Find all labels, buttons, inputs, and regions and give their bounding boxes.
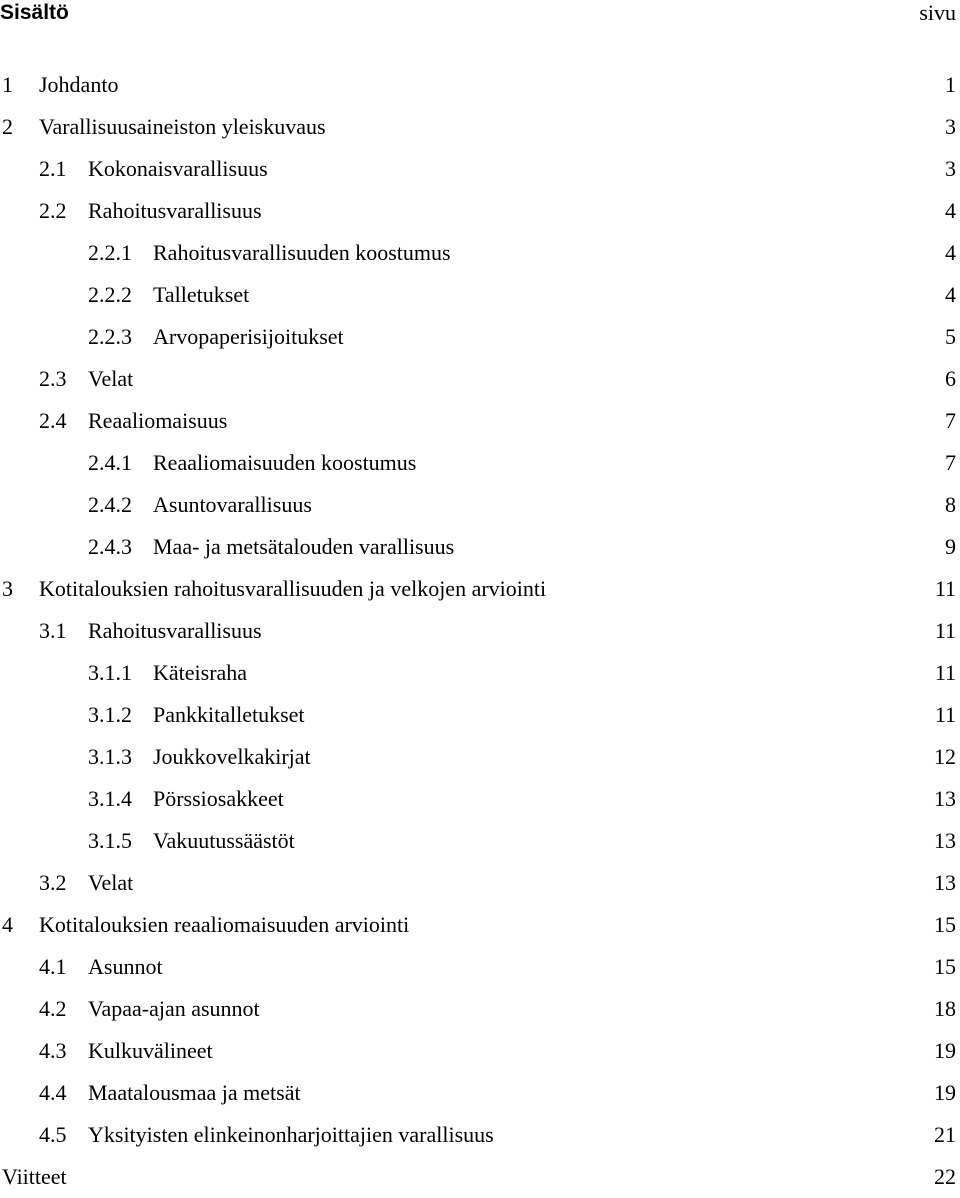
toc-entry-number: 2.1	[39, 156, 67, 181]
toc-entry-number: 3.1.1	[88, 660, 132, 685]
toc-entry[interactable]	[0, 1072, 956, 1114]
toc-entry-title: Rahoitusvarallisuuden koostumus	[153, 240, 451, 265]
toc-entry[interactable]	[0, 232, 956, 274]
toc-header	[0, 0, 956, 26]
toc-entry-title: Maatalousmaa ja metsät	[88, 1080, 301, 1105]
toc-entry-page-number: 4	[945, 282, 956, 307]
table-of-contents	[0, 64, 956, 1198]
toc-entry-number: 2.2.1	[88, 240, 132, 265]
toc-entry-page-number: 11	[934, 660, 956, 685]
toc-entry[interactable]	[0, 778, 956, 820]
toc-entry[interactable]	[0, 610, 956, 652]
toc-entry-number: 2.4.2	[88, 492, 132, 517]
toc-entry-number: 1	[2, 72, 13, 97]
toc-entry-page-number: 4	[945, 198, 956, 223]
toc-entry[interactable]	[0, 568, 956, 610]
toc-entry[interactable]	[0, 274, 956, 316]
toc-entry-title: Pörssiosakkeet	[153, 786, 284, 811]
toc-entry[interactable]	[0, 148, 956, 190]
toc-entry-number: 3.1.3	[88, 744, 132, 769]
toc-entry-number: 2.3	[39, 366, 67, 391]
toc-entry-title: Talletukset	[153, 282, 250, 307]
toc-entry-page-number: 12	[934, 744, 956, 769]
toc-entry[interactable]	[0, 988, 956, 1030]
toc-entry[interactable]	[0, 652, 956, 694]
toc-entry-number: 2.2.3	[88, 324, 132, 349]
toc-entry[interactable]	[0, 484, 956, 526]
toc-entry-number: 3.1.4	[88, 786, 132, 811]
toc-entry-page-number: 11	[934, 618, 956, 643]
toc-entry[interactable]	[0, 64, 956, 106]
toc-entry-page-number: 18	[934, 996, 956, 1021]
toc-entry-title: Rahoitusvarallisuus	[88, 618, 262, 643]
toc-entry-title: Johdanto	[39, 72, 119, 97]
toc-entry-title: Vapaa-ajan asunnot	[88, 996, 260, 1021]
toc-entry-number: 3.1	[39, 618, 67, 643]
toc-entry[interactable]	[0, 442, 956, 484]
toc-entry-page-number: 13	[934, 786, 956, 811]
toc-entry-page-number: 3	[945, 114, 956, 139]
toc-entry-page-number: 9	[945, 534, 956, 559]
toc-entry[interactable]	[0, 820, 956, 862]
toc-entry-page-number: 7	[945, 408, 956, 433]
toc-entry-page-number: 15	[934, 954, 956, 979]
toc-entry-title: Velat	[88, 870, 134, 895]
toc-entry-title: Viitteet	[2, 1164, 67, 1189]
toc-entry-number: 2.2.2	[88, 282, 132, 307]
toc-entry[interactable]	[0, 190, 956, 232]
toc-entry-page-number: 13	[934, 828, 956, 853]
toc-entry[interactable]	[0, 1030, 956, 1072]
toc-entry[interactable]	[0, 400, 956, 442]
toc-entry-number: 2.4.1	[88, 450, 132, 475]
toc-entry-page-number: 19	[934, 1038, 956, 1063]
toc-entry[interactable]	[0, 694, 956, 736]
toc-entry-number: 3.1.2	[88, 702, 132, 727]
toc-entry-number: 4	[2, 912, 13, 937]
toc-entry-page-number: 11	[934, 702, 956, 727]
toc-entry-number: 4.4	[39, 1080, 67, 1105]
toc-entry-page-number: 22	[934, 1164, 956, 1189]
toc-entry-page-number: 3	[945, 156, 956, 181]
toc-entry-number: 2.4.3	[88, 534, 132, 559]
toc-entry[interactable]	[0, 1114, 956, 1156]
toc-entry-title: Käteisraha	[153, 660, 248, 685]
toc-entry-number: 3	[2, 576, 13, 601]
toc-entry-title: Rahoitusvarallisuus	[88, 198, 262, 223]
toc-entry-page-number: 5	[945, 324, 956, 349]
toc-heading: Sisältö	[0, 1, 69, 24]
toc-entry-title: Pankkitalletukset	[153, 702, 305, 727]
toc-entry[interactable]	[0, 904, 956, 946]
toc-entry[interactable]	[0, 736, 956, 778]
toc-entry-page-number: 13	[934, 870, 956, 895]
toc-entry-title: Kotitalouksien reaaliomaisuuden arviointi	[39, 912, 410, 937]
toc-entry-number: 3.1.5	[88, 828, 132, 853]
page-column-label: sivu	[919, 0, 956, 25]
toc-entry-title: Arvopaperisijoitukset	[153, 324, 344, 349]
toc-entry-title: Yksityisten elinkeinonharjoittajien varallisuus	[88, 1122, 494, 1147]
toc-entry-title: Maa- ja metsätalouden varallisuus	[153, 534, 455, 559]
toc-entry-title: Asuntovarallisuus	[153, 492, 312, 517]
toc-entry-page-number: 19	[934, 1080, 956, 1105]
toc-entry-page-number: 4	[945, 240, 956, 265]
toc-entry-title: Vakuutussäästöt	[153, 828, 295, 853]
toc-entry[interactable]	[0, 1156, 956, 1198]
toc-entry-page-number: 1	[945, 72, 956, 97]
toc-entry-page-number: 21	[934, 1122, 956, 1147]
toc-entry-title: Asunnot	[88, 954, 163, 979]
toc-entry-title: Joukkovelkakirjat	[153, 744, 311, 769]
toc-entry[interactable]	[0, 358, 956, 400]
toc-entry-number: 2	[2, 114, 13, 139]
toc-entry-title: Reaaliomaisuus	[88, 408, 228, 433]
toc-entry-page-number: 6	[945, 366, 956, 391]
toc-entry-page-number: 8	[945, 492, 956, 517]
toc-entry[interactable]	[0, 526, 956, 568]
toc-entry[interactable]	[0, 106, 956, 148]
toc-entry-page-number: 7	[945, 450, 956, 475]
toc-entry-number: 2.2	[39, 198, 67, 223]
toc-entry-title: Velat	[88, 366, 134, 391]
toc-entry-title: Kokonaisvarallisuus	[88, 156, 268, 181]
toc-entry-title: Reaaliomaisuuden koostumus	[153, 450, 417, 475]
toc-entry-number: 4.2	[39, 996, 67, 1021]
toc-entry-number: 4.3	[39, 1038, 67, 1063]
toc-entry-number: 4.1	[39, 954, 67, 979]
toc-entry-page-number: 15	[934, 912, 956, 937]
toc-entry[interactable]	[0, 946, 956, 988]
toc-entry-number: 2.4	[39, 408, 67, 433]
toc-entry-title: Kulkuvälineet	[88, 1038, 213, 1063]
toc-entry-title: Varallisuusaineiston yleiskuvaus	[39, 114, 326, 139]
toc-entry[interactable]	[0, 316, 956, 358]
toc-entry-page-number: 11	[934, 576, 956, 601]
toc-entry-number: 3.2	[39, 870, 67, 895]
toc-entry-number: 4.5	[39, 1122, 67, 1147]
toc-entry[interactable]	[0, 862, 956, 904]
toc-entry-title: Kotitalouksien rahoitusvarallisuuden ja velkojen arviointi	[39, 576, 547, 601]
